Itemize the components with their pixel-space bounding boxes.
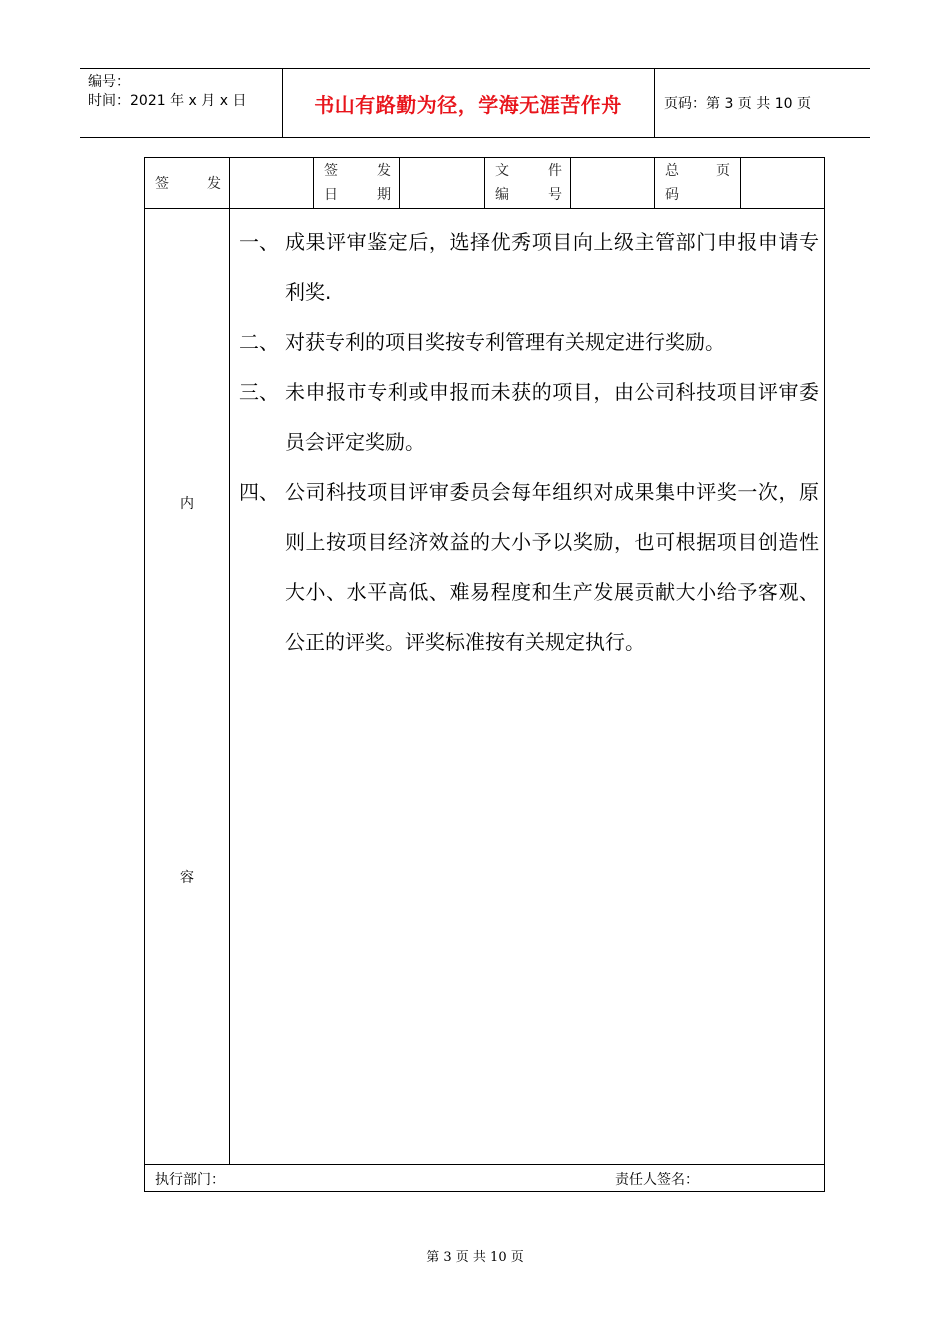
doc-number-char: 编 <box>495 187 509 203</box>
sign-date-char: 发 <box>377 163 391 179</box>
signature-row <box>145 1165 824 1191</box>
page-header <box>80 68 870 138</box>
sign-date-char: 日 <box>324 187 338 203</box>
total-pages-label-cell <box>655 158 741 208</box>
total-pages-value-cell[interactable] <box>741 158 824 208</box>
content-paragraph <box>239 367 819 467</box>
paragraph-text: 对获专利的项目奖按专利管理有关规定进行奖励。 <box>285 330 725 354</box>
paragraph-number: 一、 <box>239 230 279 254</box>
content-label-bottom: 容 <box>180 870 194 886</box>
sign-value-cell[interactable] <box>230 158 314 208</box>
content-paragraph <box>239 317 819 367</box>
content-row <box>145 209 824 1165</box>
form-table <box>144 157 825 1192</box>
paragraph-number: 二、 <box>239 330 279 354</box>
total-pages-char: 总 <box>665 163 679 179</box>
responsible-signature-label: 责任人签名： <box>615 1172 699 1188</box>
total-pages-char: 页 <box>716 163 730 179</box>
paragraph-number: 四、 <box>239 480 279 504</box>
total-pages-char: 码 <box>665 187 679 203</box>
doc-number-char: 件 <box>548 163 562 179</box>
document-number-label: 编号： <box>88 74 130 90</box>
sign-label-cell <box>145 158 230 208</box>
header-divider <box>654 69 655 137</box>
page-footer: 第 3 页 共 10 页 <box>426 1250 524 1265</box>
sign-date-label-cell <box>314 158 400 208</box>
doc-number-label-cell <box>485 158 571 208</box>
sign-date-char: 签 <box>324 163 338 179</box>
doc-number-char: 号 <box>548 187 562 203</box>
content-paragraph <box>239 467 819 667</box>
header-page-info: 页码：第 3 页 共 10 页 <box>664 96 811 112</box>
sign-date-char: 期 <box>377 187 391 203</box>
content-body <box>239 217 819 667</box>
doc-number-value-cell[interactable] <box>571 158 655 208</box>
paragraph-number: 三、 <box>239 380 279 404</box>
content-label-top: 内 <box>180 496 194 512</box>
exec-dept-label: 执行部门： <box>155 1172 225 1188</box>
document-date: 时间：2021 年 x 月 x 日 <box>88 93 247 109</box>
paragraph-text: 未申报市专利或申报而未获的项目，由公司科技项目评审委员会评定奖励。 <box>285 380 819 454</box>
doc-number-char: 文 <box>495 163 509 179</box>
form-header-row <box>145 158 824 209</box>
header-meta <box>88 73 246 111</box>
sign-date-value-cell[interactable] <box>400 158 485 208</box>
sign-label-char: 发 <box>207 176 221 192</box>
content-label-cell <box>145 209 230 1164</box>
paragraph-text: 公司科技项目评审委员会每年组织对成果集中评奖一次，原则上按项目经济效益的大小予以奖励，也可根据项目创造性大小、水平高低、难易程度和生产发展贡献大小给予客观、公正的评奖。评奖标准按有关规定执行。 <box>285 480 819 654</box>
paragraph-text: 成果评审鉴定后，选择优秀项目向上级主管部门申报申请专利奖. <box>285 230 819 304</box>
header-motto: 书山有路勤为径，学海无涯苦作舟 <box>314 92 622 117</box>
content-paragraph <box>239 217 819 317</box>
sign-label-char: 签 <box>155 176 169 192</box>
